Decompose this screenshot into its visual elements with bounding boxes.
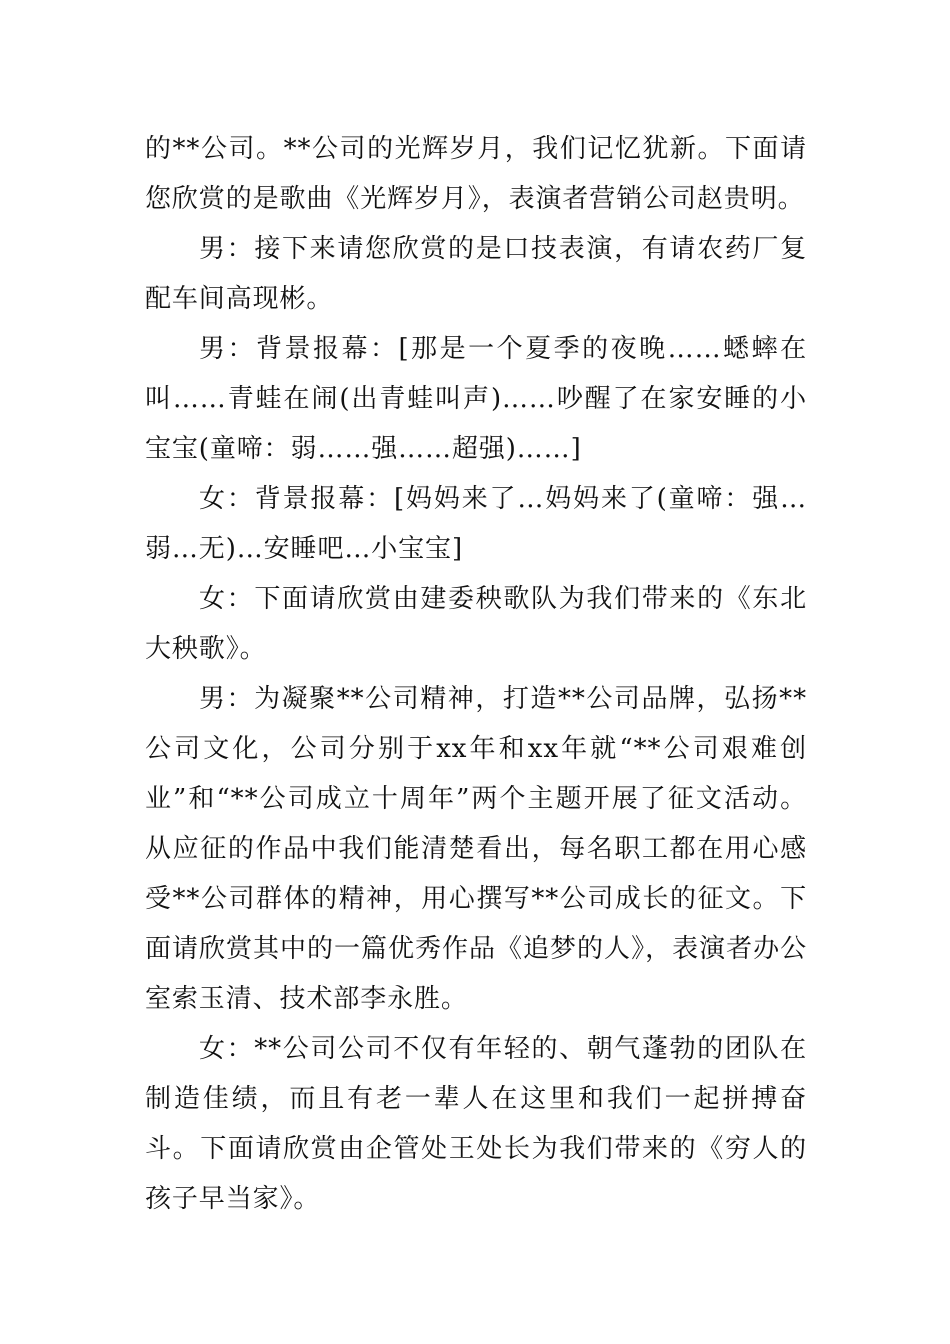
paragraph-5: 女：下面请欣赏由建委秧歌队为我们带来的《东北大秧歌》。 [145,584,807,664]
paragraph-6: 男：为凝聚**公司精神，打造**公司品牌，弘扬**公司文化，公司分别于xx年和xx年就“**公司艰难创业”和“**公司成立十周年”两个主题开展了征文活动。从应征的作品中我们能清楚看出，每名职工都在用心感受**公司群体的精神，用心撰写**公司成长的征文。下面请欣赏其中的一篇优秀作品《追梦的人》，表演者办公室索玉清、技术部李永胜。 [145,684,807,1014]
paragraph-4: 女：背景报幕：[妈妈来了…妈妈来了(童啼：强…弱…无)…安睡吧…小宝宝] [145,484,807,564]
paragraph-7: 女：**公司公司不仅有年轻的、朝气蓬勃的团队在制造佳绩，而且有老一辈人在这里和我们一起拼搏奋斗。下面请欣赏由企管处王处长为我们带来的《穷人的孩子早当家》。 [145,1034,807,1214]
paragraph-1: 的**公司。**公司的光辉岁月，我们记忆犹新。下面请您欣赏的是歌曲《光辉岁月》，表演者营销公司赵贵明。 [145,134,807,214]
paragraph-3: 男：背景报幕：[那是一个夏季的夜晚……蟋蟀在叫……青蛙在闹(出青蛙叫声)……吵醒了在家安睡的小宝宝(童啼：弱……强……超强)……] [145,334,807,464]
document-page [145,124,807,1224]
paragraph-2: 男：接下来请您欣赏的是口技表演，有请农药厂复配车间高现彬。 [145,234,807,314]
